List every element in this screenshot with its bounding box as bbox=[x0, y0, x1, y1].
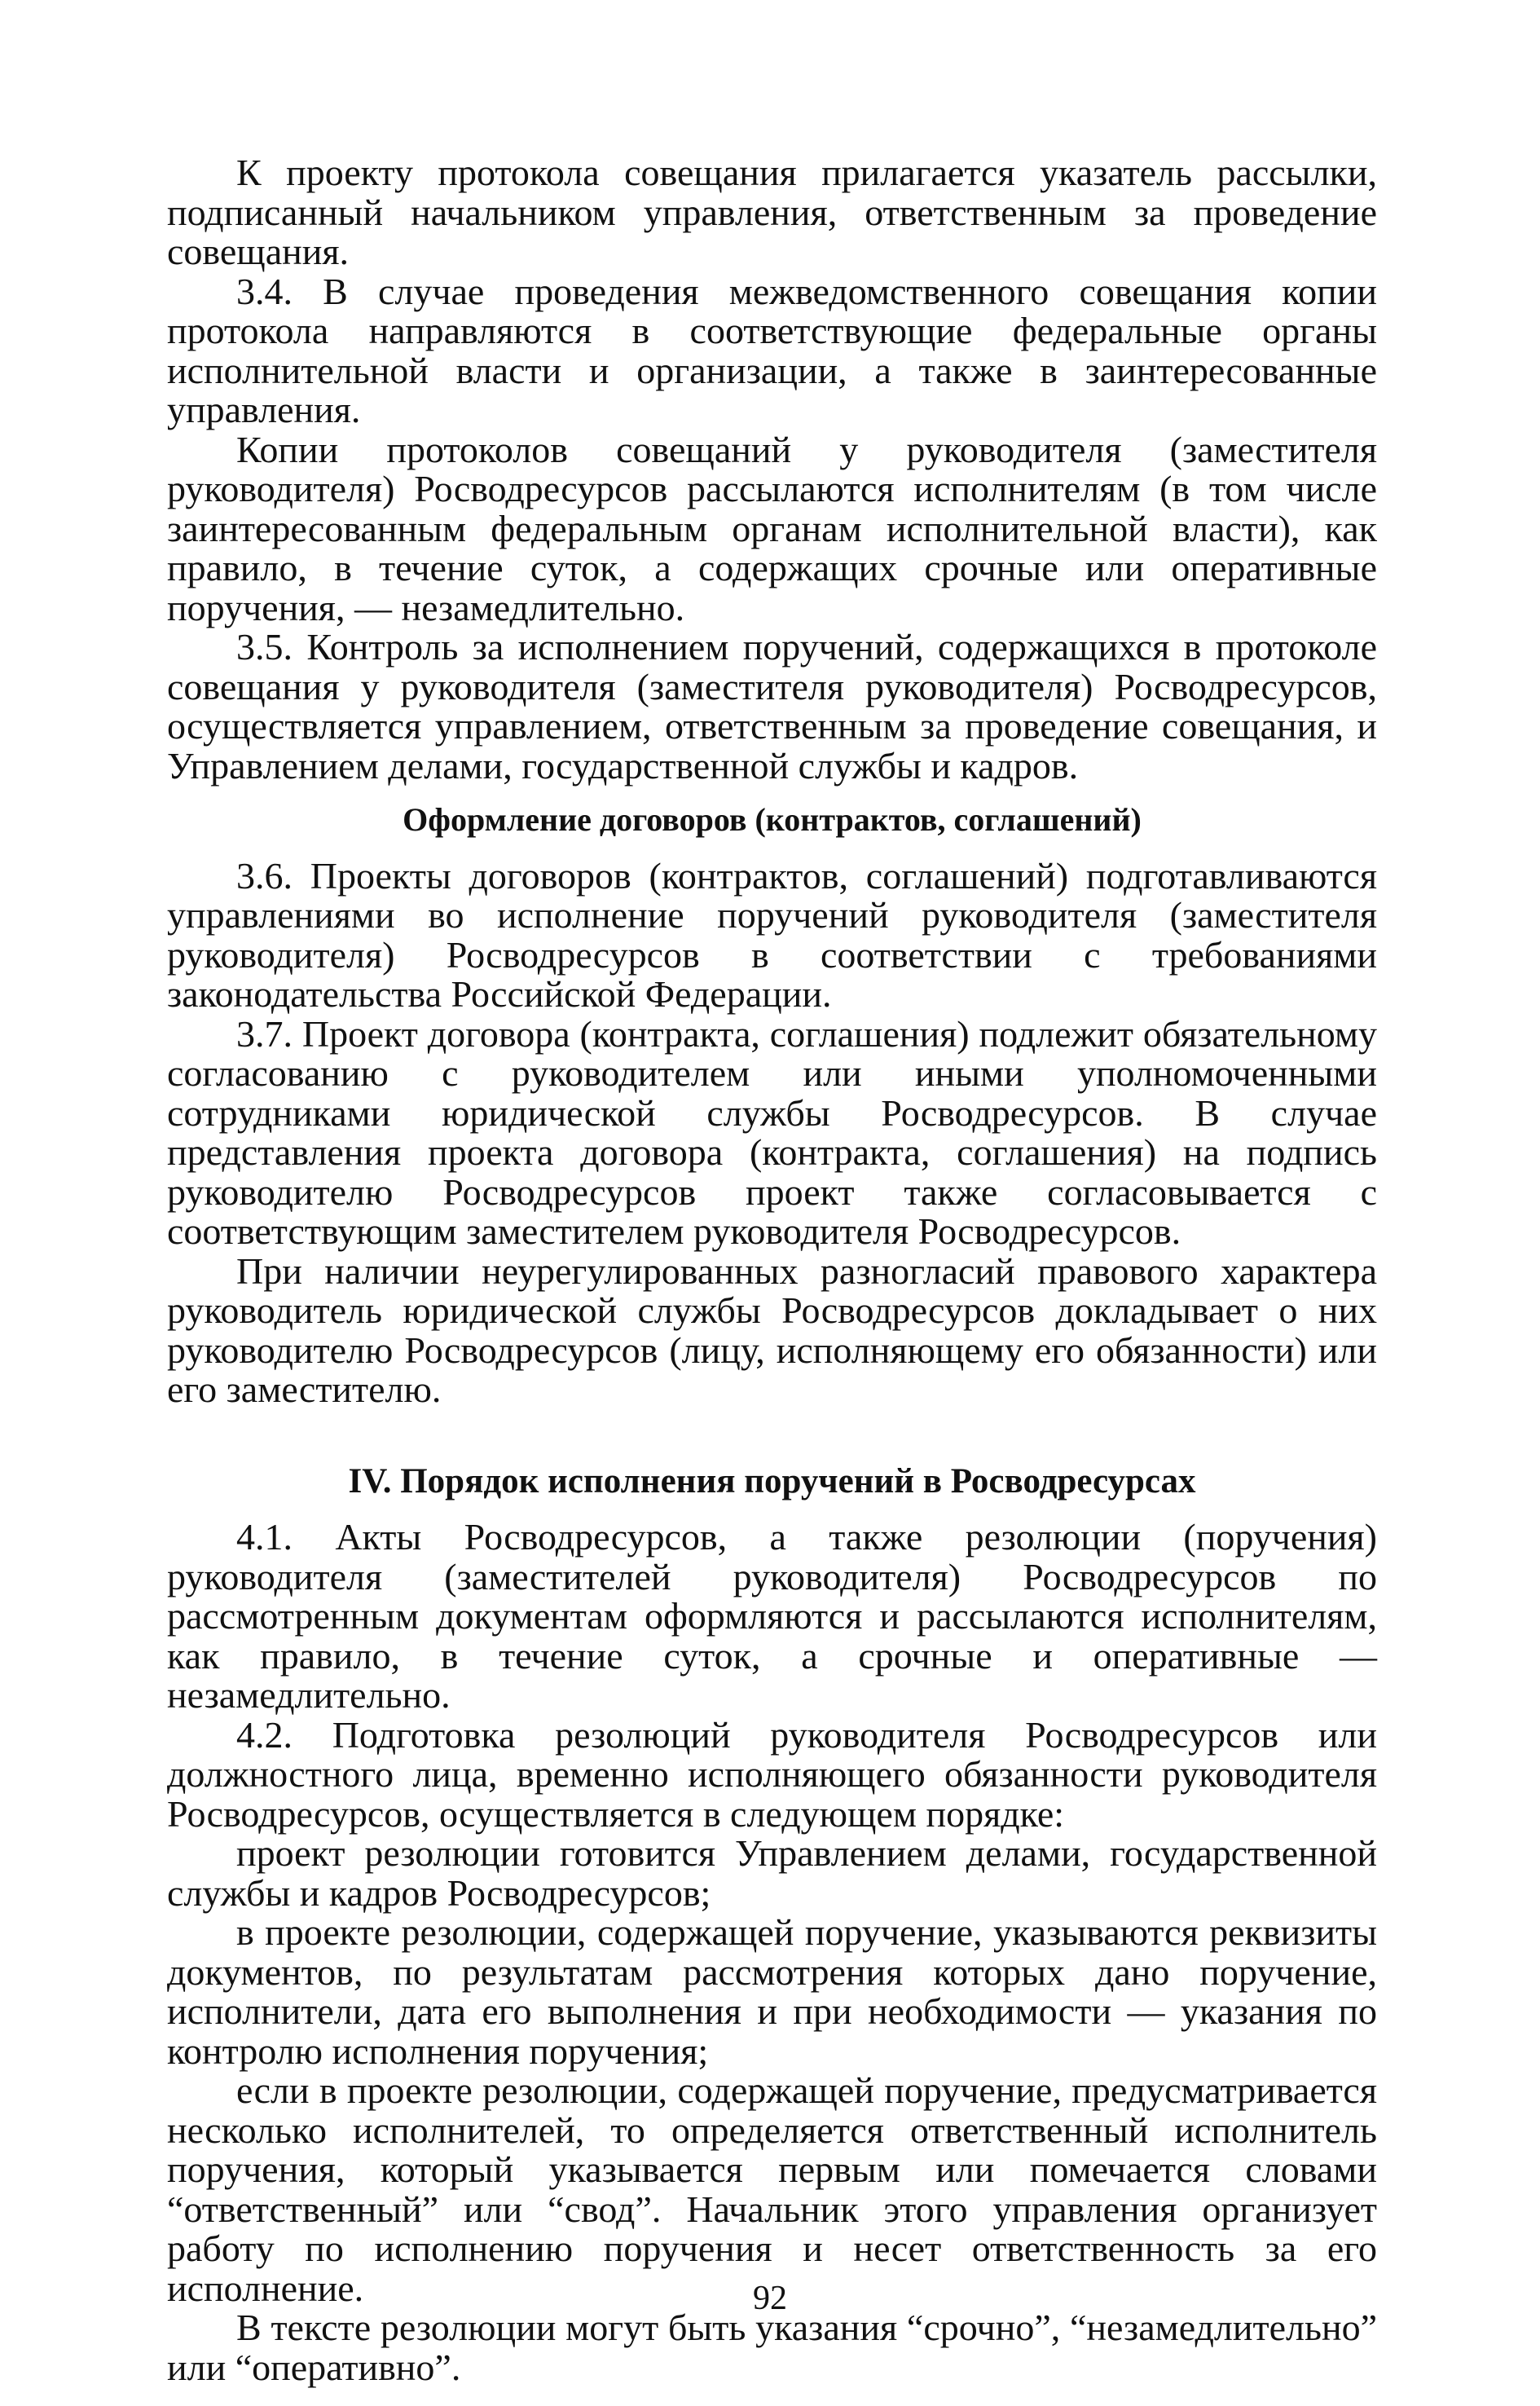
paragraph-multiple-executors: если в проекте резолюции, содержащей поручение, предусматривается несколько исполнителей, то определяется ответственный исполнитель поручения, который указывается первым или помечается словами “ответственный” или “свод”. Начальник этого управления организует работу по исполнению поручения и несет ответственность за его исполнение. bbox=[167, 2069, 1377, 2309]
paragraph-4-2: 4.2. Подготовка резолюций руководителя Росводресурсов или должностного лица, временно исполняющего обязанности руководителя Росводресурсов, осуществляется в следующем порядке: bbox=[167, 1713, 1377, 1835]
paragraph-3-6: 3.6. Проекты договоров (контрактов, соглашений) подготавливаются управлениями во исполнение поручений руководителя (заместителя руководителя) Росводресурсов в соответствии с требованиями законодательства Российской Федерации. bbox=[167, 854, 1377, 1015]
subheading-contracts: Оформление договоров (контрактов, соглашений) bbox=[403, 801, 1142, 838]
paragraph-protocol-copies: Копии протоколов совещаний у руководителя (заместителя руководителя) Росводресурсов рассылаются исполнителям (в том числе заинтересованным федеральным органам исполнительной власти), как правило, в течение суток, а содержащих срочные или оперативные поручения, — незамедлительно. bbox=[167, 428, 1377, 628]
paragraph-3-7: 3.7. Проект договора (контракта, соглашения) подлежит обязательному согласованию с руководителем или иными уполномоченными сотрудниками юридической службы Росводресурсов. В случае представления проекта договора (контракта, соглашения) на подпись руководителю Росводресурсов проект также согласовывается с соответствующим заместителем руководителя Росводресурсов. bbox=[167, 1012, 1377, 1252]
paragraph-3-4: 3.4. В случае проведения межведомственного совещания копии протокола направляются в соответствующие федеральные органы исполнительной власти и организации, а также в заинтересованные управления. bbox=[167, 270, 1377, 430]
paragraph-resolution-draft: проект резолюции готовится Управлением делами, государственной службы и кадров Росводресурсов; bbox=[167, 1832, 1377, 1914]
paragraph-disagreements: При наличии неурегулированных разногласий правового характера руководитель юридической службы Росводресурсов докладывает о них руководителю Росводресурсов (лицу, исполняющему его обязанности) или его заместителю. bbox=[167, 1249, 1377, 1410]
document-page bbox=[167, 153, 1377, 2387]
page-number: 92 bbox=[753, 2280, 787, 2317]
paragraph-4-1: 4.1. Акты Росводресурсов, а также резолюции (поручения) руководителя (заместителей руководителя) Росводресурсов по рассмотренным документам оформляются и рассылаются исполнителям, как правило, в течение суток, а срочные и оперативные — незамедлительно. bbox=[167, 1516, 1377, 1716]
paragraph-distribution-list: К проекту протокола совещания прилагается указатель рассылки, подписанный начальником управления, ответственным за проведение совещания. bbox=[167, 152, 1377, 272]
paragraph-3-5: 3.5. Контроль за исполнением поручений, содержащихся в протоколе совещания у руководителя (заместителя руководителя) Росводресурсов, осуществляется управлением, ответственным за проведение совещания, и Управлением делами, государственной службы и кадров. bbox=[167, 626, 1377, 787]
section-heading-iv: IV. Порядок исполнения поручений в Росводресурсах bbox=[348, 1461, 1196, 1500]
paragraph-urgency-marks: В тексте резолюции могут быть указания “срочно”, “незамедлительно” или “оперативно”. bbox=[167, 2307, 1377, 2388]
paragraph-resolution-requisites: в проекте резолюции, содержащей поручение, указываются реквизиты документов, по результатам рассмотрения которых дано поручение, исполнители, дата его выполнения и при необходимости — указания по контролю исполнения поручения; bbox=[167, 1911, 1377, 2072]
